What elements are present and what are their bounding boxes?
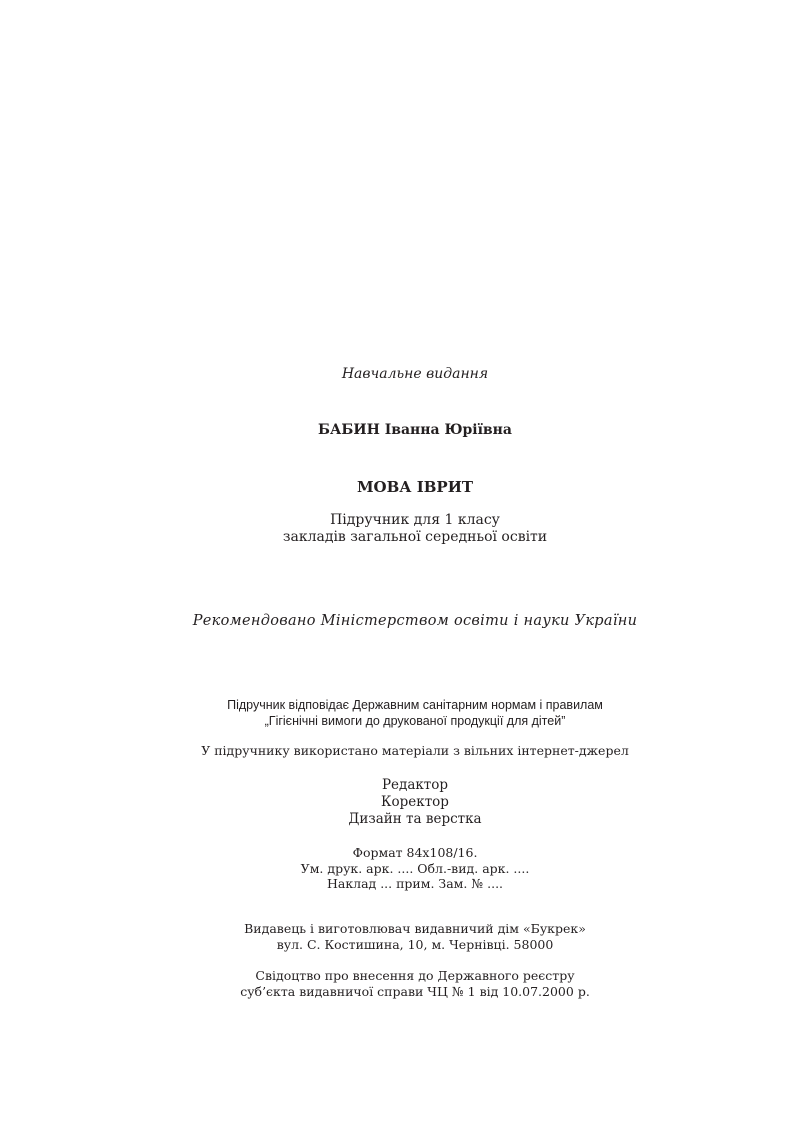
sources-note: У підручнику використано матеріали з вільних інтернет-джерел (201, 743, 629, 758)
print-sheets: Ум. друк. арк. .... Обл.-вид. арк. .... (300, 861, 530, 876)
sanitary-line-1: Підручник відповідає Державним санітарним нормам і правилам (227, 698, 603, 712)
staff-corrector: Коректор (381, 794, 449, 810)
publisher-line-1: Видавець і виготовлювач видавничий дім «Букрек» (244, 921, 586, 936)
recommendation: Рекомендовано Міністерством освіти і науки України (192, 613, 638, 629)
print-run: Наклад ... прим. Зам. № .... (326, 876, 504, 891)
publisher-address: вул. С. Костишина, 10, м. Чернівці. 58000 (276, 937, 554, 952)
print-format: Формат 84х108/16. (352, 845, 478, 860)
edition-type: Навчальне видання (341, 366, 489, 382)
subtitle-line-1: Підручник для 1 класу (330, 512, 500, 528)
subtitle-line-2: закладів загальної середньої освіти (282, 529, 548, 545)
author-name: БАБИН Іванна Юріївна (318, 422, 512, 438)
staff-design: Дизайн та верстка (348, 811, 482, 827)
sanitary-line-2: „Гігієнічні вимоги до друкованої продукції для дітей” (264, 714, 566, 728)
book-title: МОВА ІВРИТ (356, 478, 474, 496)
certificate-line-2: суб’єкта видавничої справи ЧЦ № 1 від 10.07.2000 р. (240, 984, 590, 999)
certificate-line-1: Свідоцтво про внесення до Державного реєстру (255, 968, 575, 983)
staff-editor: Редактор (381, 777, 449, 793)
